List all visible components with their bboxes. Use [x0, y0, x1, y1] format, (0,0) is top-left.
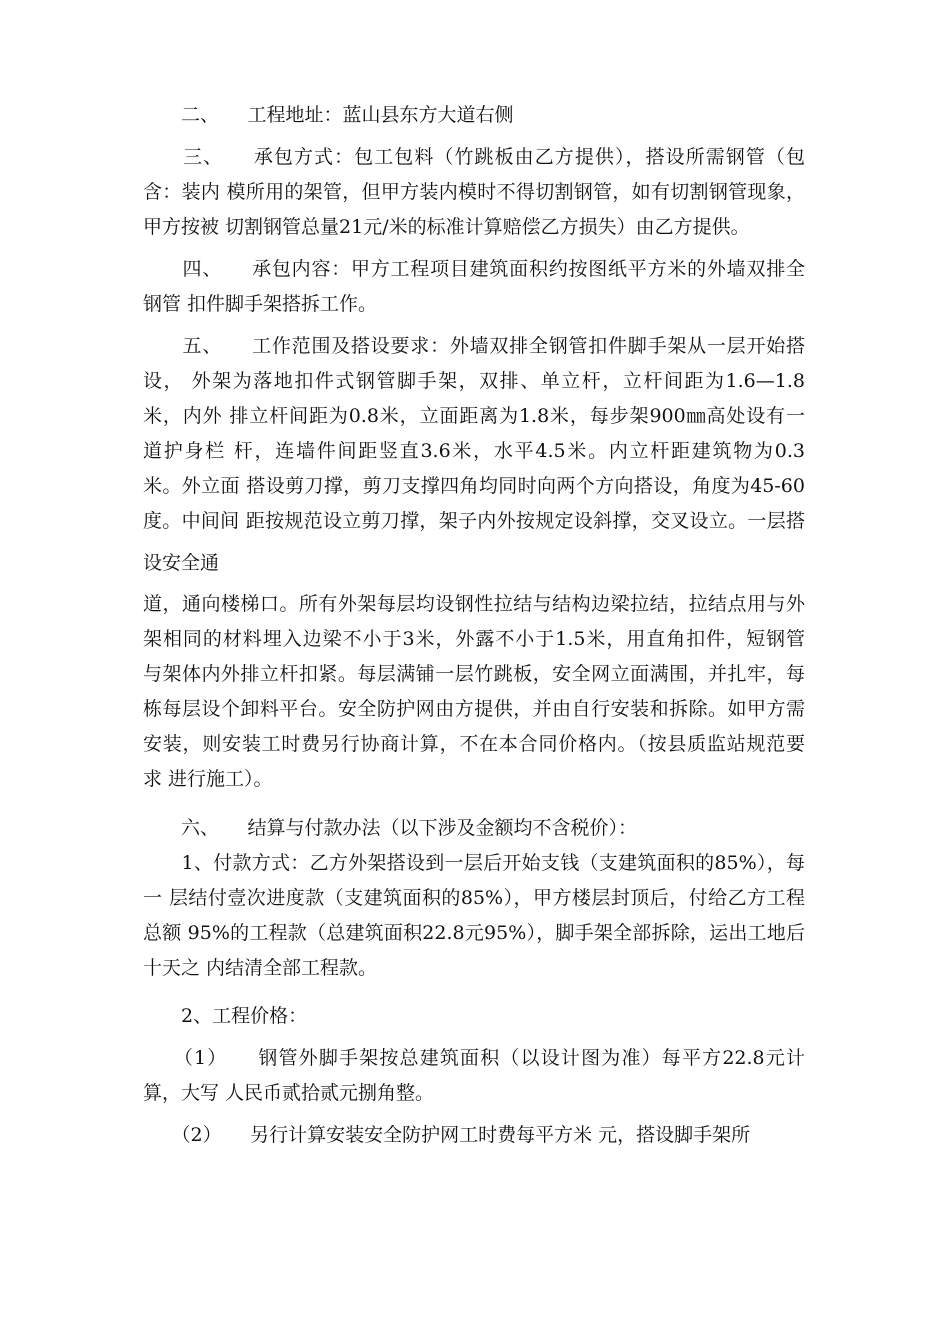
- text-line: 1、付款方式：乙方外架搭设到一层后开始支钱（支建筑面积的85%），每: [143, 852, 805, 874]
- text-line: 2、工程价格：: [143, 1005, 308, 1027]
- text-line: 含：装内 模所用的架管，但甲方装内模时不得切割钢管，如有切割钢管现象，: [143, 181, 805, 203]
- text-line: 求 进行施工）。: [143, 768, 273, 790]
- text-line: 十天之 内结清全部工程款。: [143, 957, 378, 979]
- text-line: 栋每层设个卸料平台。安全防护网由方提供，并由自行安装和拆除。如甲方需: [143, 698, 805, 720]
- text-line: 五、 工作范围及搭设要求：外墙双排全钢管扣件脚手架从一层开始搭: [143, 335, 805, 357]
- text-line: 算，大写 人民币贰拾贰元捌角整。: [143, 1082, 435, 1104]
- text-line: 道护身栏 杆，连墙件间距竖直3.6米，水平4.5米。内立杆距建筑物为0.3: [143, 440, 805, 462]
- text-line: 一 层结付壹次进度款（支建筑面积的85%），甲方楼层封顶后，付给乙方工程: [143, 887, 805, 909]
- text-line: （2） 另行计算安装安全防护网工时费每平方米 元，搭设脚手架所: [143, 1124, 751, 1146]
- text-line: 与架体内外排立杆扣紧。每层满铺一层竹跳板，安全网立面满围，并扎牢，每: [143, 663, 805, 685]
- text-line: 米。外立面 搭设剪刀撑，剪刀支撑四角均同时向两个方向搭设，角度为45-60: [143, 475, 805, 497]
- text-line: 三、 承包方式：包工包料（竹跳板由乙方提供），搭设所需钢管（包: [143, 146, 805, 168]
- text-line: 钢管 扣件脚手架搭拆工作。: [143, 293, 378, 315]
- text-line: 度。中间间 距按规范设立剪刀撑，架子内外按规定设斜撑，交叉设立。一层搭: [143, 510, 805, 532]
- text-line: 架相同的材料埋入边梁不小于3米，外露不小于1.5米，用直角扣件，短钢管: [143, 628, 805, 650]
- text-line: 四、 承包内容：甲方工程项目建筑面积约按图纸平方米的外墙双排全: [143, 258, 805, 280]
- text-line: 设， 外架为落地扣件式钢管脚手架，双排、单立杆，立杆间距为1.6—1.8: [143, 370, 805, 392]
- text-line: （1） 钢管外脚手架按总建筑面积（以设计图为准）每平方22.8元计: [143, 1047, 805, 1069]
- text-line: 二、 工程地址：蓝山县东方大道右侧: [143, 104, 514, 126]
- text-line: 道，通向楼梯口。所有外架每层均设钢性拉结与结构边梁拉结，拉结点用与外: [143, 593, 805, 615]
- text-line: 总额 95%的工程款（总建筑面积22.8元95%），脚手架全部拆除，运出工地后: [143, 922, 805, 944]
- text-line: 米，内外 排立杆间距为0.8米，立面距离为1.8米，每步架900㎜高处设有一: [143, 405, 805, 427]
- text-line: 六、 结算与付款办法（以下涉及金额均不含税价）：: [143, 817, 638, 839]
- text-line: 安装，则安装工时费另行协商计算，不在本合同价格内。（按县质监站规范要: [143, 733, 805, 755]
- text-line: 甲方按被 切割钢管总量21元/米的标准计算赔偿乙方损失）由乙方提供。: [143, 216, 750, 238]
- text-line: 设安全通: [143, 552, 220, 574]
